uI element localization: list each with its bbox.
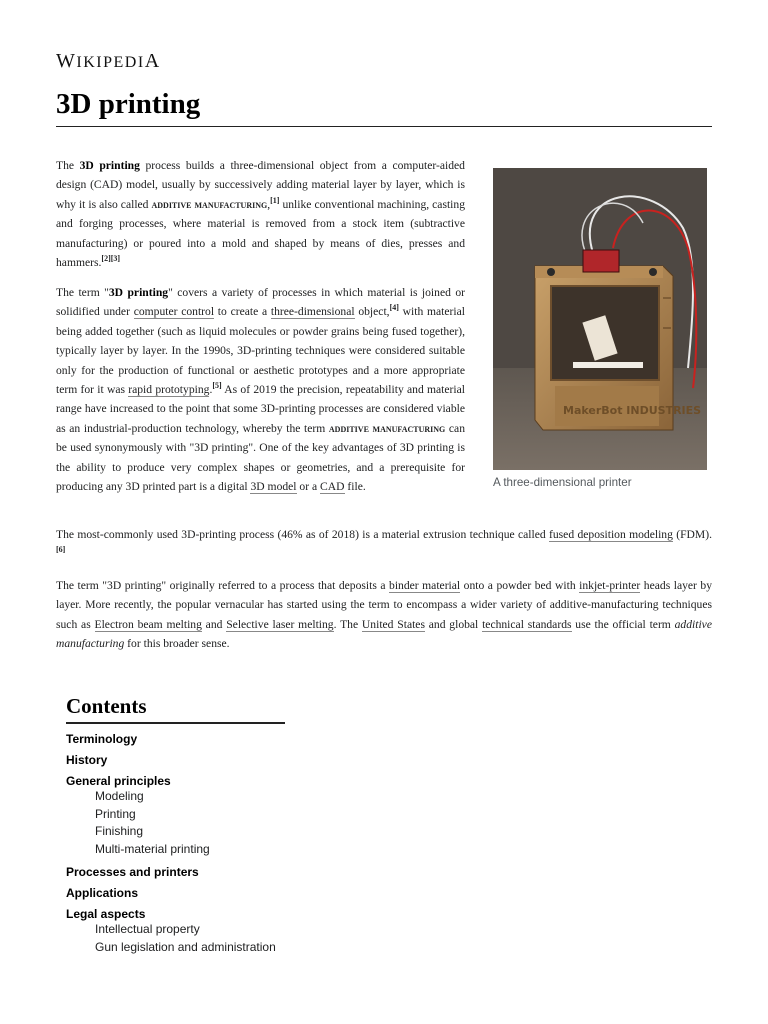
toc-item-processes-and-printers[interactable]: Processes and printers xyxy=(66,865,199,879)
toc-list xyxy=(66,732,466,956)
toc-subitem-printing[interactable]: Printing xyxy=(95,806,136,821)
toc-subitem-modeling[interactable]: Modeling xyxy=(95,789,144,803)
intro-paragraph-3: The most-commonly used 3D-printing process (46% as of 2018) is a material extrusion technique called fused deposition modeling (FDM).[6] xyxy=(56,528,712,555)
intro-paragraph-4: The term "3D printing" originally referred to a process that deposits a binder material onto a powder bed with inkjet-printer heads layer by layer. More recently, the popular vernacular has started using the term to encompass a wider variety of additive-manufacturing techniques such as Electron beam melting and Selective laser melting. The United States and global technical standards use the official term additive manufacturing for this broader sense. xyxy=(56,579,713,651)
citation-2[interactable]: [2] xyxy=(101,254,111,264)
intro-paragraph-2: The term "3D printing" covers a variety of processes in which material is joined or solidified under computer control to create a three-dimensional object,[4] with material being added together (such as liquid molecules or powder grains being fused together), typically layer by layer. In the 1990s, 3D-printing techniques were considered suitable only for the production of functional or aesthetic prototypes and a more appropriate term for it was rapid prototyping.[5] As of 2019 the precision, repeatability and material range have increased to the point that some 3D-printing processes are considered viable as an industrial-production technology, whereby the term additive manufacturing can be used synonymously with "3D printing". One of the key advantages of 3D printing is the ability to produce very complex shapes or geometries, and a prerequisite for producing any 3D printed part is a digital 3D model or a CAD file. xyxy=(56,286,465,494)
printer-photo[interactable] xyxy=(493,168,707,470)
citation-3[interactable]: [3] xyxy=(110,254,121,264)
link-binder-material[interactable]: binder material xyxy=(389,579,461,592)
link-computer-control[interactable]: computer control xyxy=(133,305,215,319)
toc-sublist xyxy=(66,921,466,956)
toc-item-history[interactable]: History xyxy=(66,753,108,767)
bold-term-3d-printing-2: 3D printing xyxy=(108,286,169,299)
toc-subitem-multi-material-printing[interactable]: Multi-material printing xyxy=(95,841,210,856)
link-3d-model[interactable]: 3D model xyxy=(250,480,297,494)
wordmark-text: WIKIPEDIA xyxy=(56,50,161,72)
link-rapid-prototyping[interactable]: rapid prototyping xyxy=(128,383,210,397)
intro-paragraph-1: The 3D printing process builds a three-dimensional object from a computer-aided design (CAD) model, usually by successively adding material layer by layer, which is why it is also called additive manufacturing,[1] unlike conventional machining, casting and forging processes, where material is removed from a stock item (subtractive manufacturing) or poured into a mold and shaped by means of dies, presses and hammers.[2][3] xyxy=(56,159,465,270)
toc-sublist xyxy=(66,788,466,858)
link-fused-deposition-modeling[interactable]: fused deposition modeling xyxy=(549,528,673,541)
page-title: 3D printing xyxy=(56,88,201,120)
link-three-dimensional[interactable]: three-dimensional xyxy=(270,305,355,319)
wikipedia-wordmark[interactable] xyxy=(56,50,161,73)
table-of-contents xyxy=(66,690,466,957)
link-technical-standards[interactable]: technical standards xyxy=(482,617,572,631)
toc-item-legal-aspects[interactable]: Legal aspects xyxy=(66,907,146,921)
link-electron-beam-melting[interactable]: Electron beam melting xyxy=(94,617,202,631)
citation-4[interactable]: [4] xyxy=(389,303,399,313)
toc-item-applications[interactable]: Applications xyxy=(66,886,139,900)
infobox-figure xyxy=(493,168,707,489)
toc-item-general-principles[interactable]: General principles xyxy=(66,774,171,788)
link-cad[interactable]: CAD xyxy=(320,480,345,494)
toc-item-terminology[interactable]: Terminology xyxy=(66,732,138,746)
bold-term-additive-manufacturing-2: additive manufacturing xyxy=(328,421,446,435)
italic-term-additive-manufacturing: additive manufacturing xyxy=(56,617,712,651)
link-inkjet-printer[interactable]: inkjet-printer xyxy=(579,579,641,592)
bold-term-3d-printing: 3D printing xyxy=(79,159,140,172)
makerbot-logo: MakerBot INDUSTRIES xyxy=(563,404,702,417)
toc-subitem-finishing[interactable]: Finishing xyxy=(95,824,144,838)
link-united-states[interactable]: United States xyxy=(361,617,425,631)
link-selective-laser-melting[interactable]: Selective laser melting xyxy=(226,617,334,631)
toc-subitem-gun-legislation-and-administration[interactable]: Gun legislation and administration xyxy=(95,939,276,954)
printer-illustration xyxy=(493,168,707,470)
citation-5[interactable]: [5] xyxy=(212,381,222,391)
citation-6[interactable]: [6] xyxy=(56,545,66,555)
toc-title: Contents xyxy=(66,694,147,718)
figure-caption: A three-dimensional printer xyxy=(493,476,632,489)
citation-1[interactable]: [1] xyxy=(270,195,280,205)
toc-subitem-intellectual-property[interactable]: Intellectual property xyxy=(95,922,200,936)
title-divider xyxy=(56,126,712,127)
toc-divider xyxy=(66,722,285,724)
bold-term-additive-manufacturing: additive manufacturing xyxy=(151,197,268,211)
